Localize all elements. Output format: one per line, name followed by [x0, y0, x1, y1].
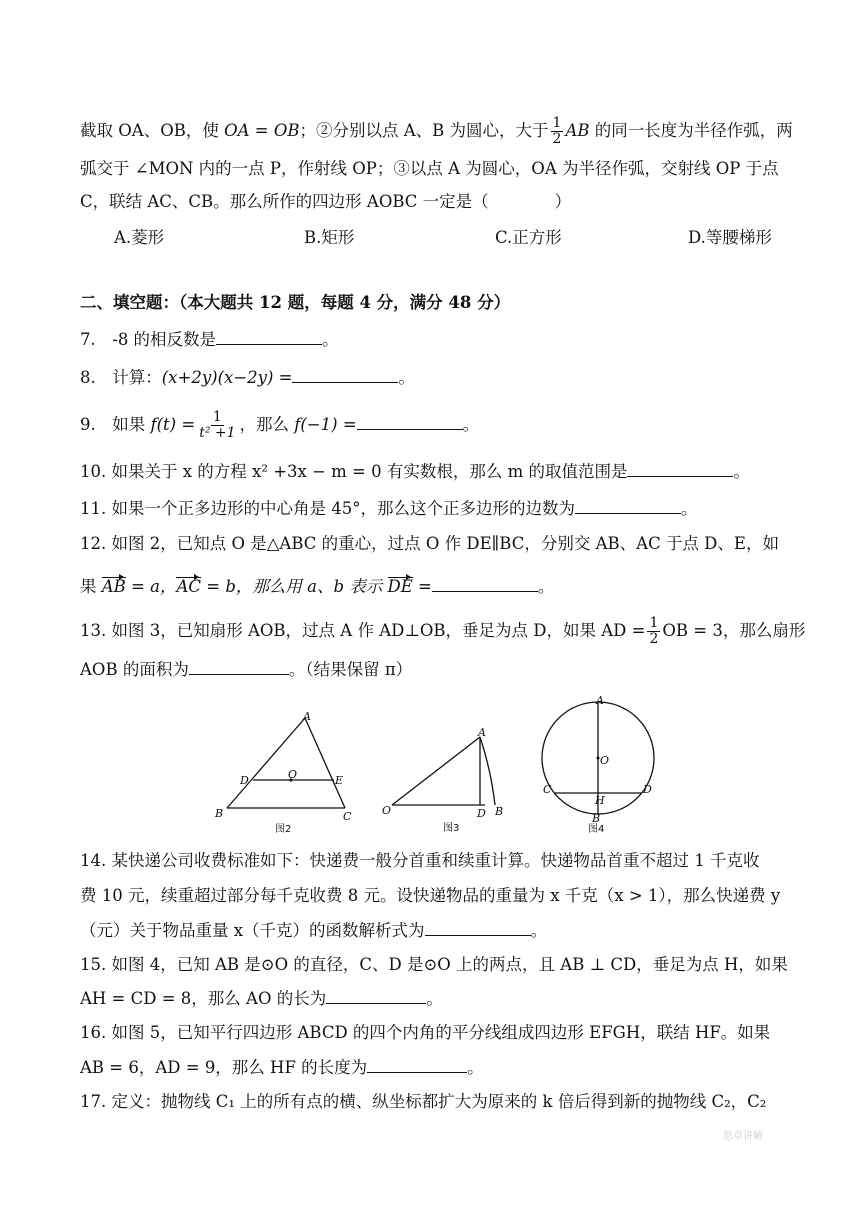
fig3-label-o: O [382, 804, 392, 817]
q9-blank [357, 413, 463, 430]
q7-end: 。 [322, 330, 339, 349]
q12-eq-b: = b，那么用 a、b 表示 [201, 577, 388, 596]
fig2-label-o: O [288, 768, 298, 781]
q14-line2: 费 10 元，续重超过部分每千克收费 8 元。设快递物品的重量为 x 千克（x > 1），那么快递费 y [80, 886, 781, 905]
q10-blank [627, 460, 733, 477]
q13-text-c: AOB 的面积为 [80, 660, 189, 679]
section2-title: 二、填空题：（本大题共 12 题，每题 4 分，满分 48 分） [80, 293, 511, 312]
q6-frac-den: 2 [552, 131, 562, 147]
q6-option-c: C.正方形 [495, 228, 562, 247]
q8-blank [292, 366, 398, 383]
q6-ab: AB [565, 121, 590, 140]
q14-end: 。 [530, 921, 548, 940]
fig2-caption: 图2 [275, 824, 292, 835]
q9-text: 9. 如果 [80, 415, 151, 434]
fig4-label-a: A [596, 695, 604, 707]
q11-blank [575, 497, 681, 514]
fig3-label-b: B [495, 805, 504, 818]
q6-text-a: 截取 OA、OB，使 [80, 121, 225, 140]
fig4-label-b: B [592, 812, 601, 825]
q17-line1: 17. 定义：抛物线 C₁ 上的所有点的横、纵坐标都扩大为原来的 k 倍后得到新的抛物线 C₂，C₂ [80, 1092, 767, 1111]
q13-text-b: OB = 3，那么扇形 [662, 621, 806, 640]
q12-vector-ac: AC [176, 577, 201, 596]
q10-text: 10. 如果关于 x 的方程 x² +3x − m = 0 有实数根，那么 m 的取值范围是 [80, 462, 628, 481]
fig3-label-a: A [478, 726, 486, 739]
q13-frac-num: 1 [649, 615, 659, 631]
q9-end: 。 [462, 415, 480, 434]
watermark: 思卓讲解 [723, 1131, 763, 1142]
q13-fraction [647, 616, 660, 647]
fig4-label-o: O [600, 754, 610, 767]
q9-lhs: f(t) = [150, 415, 196, 434]
fig4-caption: 图4 [588, 824, 605, 835]
q12-blank [432, 575, 538, 592]
q15-line2 [80, 987, 443, 1010]
q8-text: 8. 计算： [80, 368, 162, 387]
q12-line2 [80, 575, 554, 598]
q12-end: 。 [537, 577, 555, 596]
q13-line1 [80, 616, 805, 647]
q6-text-e: 的同一长度为半径作弧，两 [589, 121, 793, 140]
q12-eq-a: = a， [125, 577, 177, 596]
fig4-label-h: H [595, 794, 605, 807]
figure-3 [378, 725, 510, 835]
q16-end: 。 [467, 1058, 484, 1077]
q14-line1: 14. 某快递公司收费标准如下：快递费一般分首重和续重计算。快递物品首重不超过 1 千克收 [80, 851, 760, 870]
q14-line3 [80, 919, 547, 942]
fig3-caption: 图3 [443, 823, 460, 834]
fig2-label-a: A [303, 710, 311, 723]
q9-frac-den: t² +1 [199, 425, 236, 441]
q16-line1: 16. 如图 5，已知平行四边形 ABCD 的四个内角的平分线组成四边形 EFGH，联结 HF。如果 [80, 1023, 771, 1042]
q9-fraction [197, 410, 237, 441]
q6-frac-num: 1 [552, 115, 562, 131]
q14-text: （元）关于物品重量 x（千克）的函数解析式为 [80, 921, 425, 940]
q6-line1 [80, 116, 793, 147]
q9-mid: ，那么 [239, 415, 295, 434]
q12-eq-c: = [412, 577, 432, 596]
q15-text: AH = CD = 8，那么 AO 的长为 [80, 989, 327, 1008]
fig2-label-c: C [343, 810, 352, 823]
fig2-label-d: D [240, 774, 249, 787]
q6-eq: OA = OB [224, 121, 300, 140]
q14-blank [425, 919, 531, 936]
q7 [80, 328, 339, 351]
q13-line2 [80, 658, 412, 681]
q15-line1: 15. 如图 4，已知 AB 是⊙O 的直径，C、D 是⊙O 上的两点，且 AB ⊥ CD，垂足为点 H，如果 [80, 955, 788, 974]
q13-text-a: 13. 如图 3，已知扇形 AOB，过点 A 作 AD⊥OB，垂足为点 D，如果 AD = [80, 621, 646, 640]
q16-text: AB = 6，AD = 9，那么 HF 的长度为 [80, 1058, 368, 1077]
q8-expr: (x+2y)(x−2y) = [161, 368, 293, 387]
q13-blank [189, 658, 289, 675]
q15-blank [326, 987, 426, 1004]
fig4-label-d: D [643, 783, 652, 796]
q12-vector-de: DE [387, 577, 413, 596]
q6-text-c: ；②分别以点 A、B 为圆心，大于 [299, 121, 549, 140]
fig2-label-e: E [335, 774, 344, 787]
q10 [80, 460, 750, 483]
fig3-arc-ab [480, 737, 495, 805]
fig4-label-c: C [543, 783, 552, 796]
q6-line2: 弧交于 ∠MON 内的一点 P，作射线 OP；③以点 A 为圆心，OA 为半径作弧，交射线 OP 于点 [80, 159, 779, 178]
q6-option-a: A.菱形 [114, 228, 165, 247]
q6-fraction [551, 116, 564, 147]
fig2-side-ac [305, 718, 345, 808]
q8 [80, 366, 415, 389]
fig3-label-d: D [477, 807, 486, 820]
q11-end: 。 [680, 499, 698, 518]
q9 [80, 410, 479, 441]
q7-blank [216, 328, 322, 345]
q8-end: 。 [398, 368, 415, 387]
figure-4 [532, 695, 664, 835]
q10-end: 。 [733, 462, 750, 481]
q9-frac-num: 1 [212, 409, 222, 425]
q6-option-d: D.等腰梯形 [688, 228, 772, 247]
q11 [80, 497, 697, 520]
q16-blank [367, 1056, 467, 1073]
q12-line1: 12. 如图 2，已知点 O 是△ABC 的重心，过点 O 作 DE∥BC，分别交 AB、AC 于点 D、E，如 [80, 534, 779, 553]
figure-2 [205, 708, 365, 836]
q16-line2 [80, 1056, 484, 1079]
q6-line3: C，联结 AC、CB。那么所作的四边形 AOBC 一定是（ ） [80, 192, 572, 211]
q7-text: 7. -8 的相反数是 [80, 330, 217, 349]
q15-end: 。 [426, 989, 443, 1008]
q13-text-d: 。（结果保留 π） [288, 660, 413, 679]
q13-frac-den: 2 [649, 631, 659, 647]
q12-text-a: 果 [80, 577, 102, 596]
fig2-side-ab [227, 718, 305, 808]
q12-vector-ab: AB [101, 577, 126, 596]
q6-option-b: B.矩形 [304, 228, 355, 247]
fig3-radius-oa [392, 737, 480, 805]
fig2-label-b: B [215, 807, 224, 820]
q9-rhs: f(−1) = [294, 415, 357, 434]
q11-text: 11. 如果一个正多边形的中心角是 45°，那么这个正多边形的边数为 [80, 499, 575, 518]
